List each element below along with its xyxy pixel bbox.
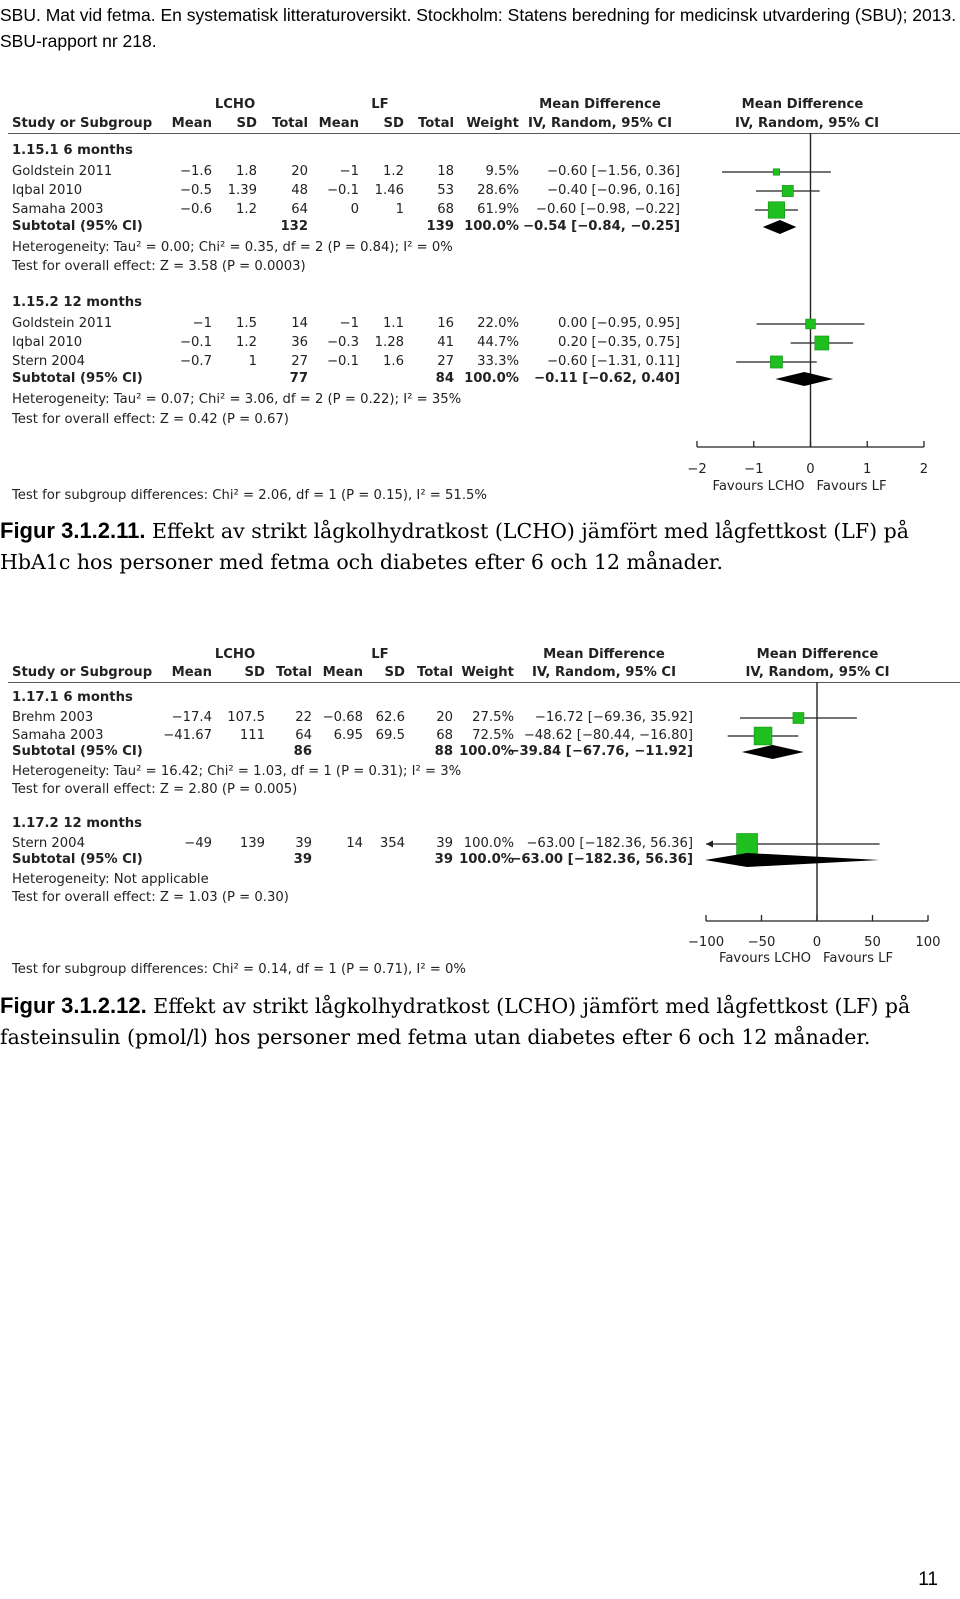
cell-sd1: 1.39	[227, 183, 257, 198]
overall-effect-text: Test for overall effect: Z = 2.80 (P = 0.005)	[12, 782, 298, 797]
cell-mean1: −0.1	[179, 335, 212, 350]
study-name: Stern 2004	[12, 836, 85, 851]
cell-ci: −48.62 [−80.44, −16.80]	[523, 728, 693, 743]
header-ctrl-group: LF	[371, 97, 389, 112]
subtotal-diamond	[705, 853, 880, 867]
cell-weight: 72.5%	[472, 728, 514, 743]
overall-effect-text: Test for overall effect: Z = 0.42 (P = 0.67)	[12, 412, 289, 427]
subtotal-label: Subtotal (95% CI)	[12, 744, 143, 759]
header-mean1: Mean	[171, 665, 212, 680]
study-name: Samaha 2003	[12, 202, 104, 217]
header-md-plot: Mean Difference	[756, 647, 879, 662]
tick-label: 0	[812, 935, 822, 950]
header-mean2: Mean	[322, 665, 363, 680]
study-name: Iqbal 2010	[12, 183, 83, 198]
cell-n2: 53	[437, 183, 454, 198]
tick-label: −50	[747, 935, 776, 950]
cell-mean2: 6.95	[333, 728, 363, 743]
subgroup-title: 1.17.2 12 months	[12, 816, 142, 831]
subtotal-label: Subtotal (95% CI)	[12, 371, 143, 386]
caption-text: Effekt av strikt lågkolhydratkost (LCHO) jämfört med lågfettkost (LF) på HbA1c hos personer med fetma och diabetes efter 6 och 12 månader.	[0, 519, 909, 574]
subgroup-title: 1.15.2 12 months	[12, 295, 142, 310]
tick-label: 100	[915, 935, 941, 950]
study-effect-marker	[754, 727, 772, 745]
cell-sd1: 1.2	[236, 335, 257, 350]
cell-weight: 28.6%	[477, 183, 519, 198]
heterogeneity-text: Heterogeneity: Tau² = 0.07; Chi² = 3.06, df = 2 (P = 0.22); I² = 35%	[12, 392, 462, 407]
study-name: Goldstein 2011	[12, 316, 113, 331]
header-total1: Total	[271, 116, 308, 131]
header-md: Mean Difference	[539, 97, 661, 112]
study-effect-marker	[793, 712, 804, 723]
study-name: Iqbal 2010	[12, 335, 83, 350]
header-exp-group: LCHO	[214, 647, 256, 662]
header-study: Study or Subgroup	[12, 116, 153, 131]
heterogeneity-text: Heterogeneity: Not applicable	[12, 872, 209, 887]
cell-ci: −0.60 [−1.56, 0.36]	[546, 164, 680, 179]
cell-n1: 64	[295, 728, 312, 743]
subtotal-weight: 100.0%	[464, 219, 519, 234]
cell-weight: 100.0%	[463, 836, 514, 851]
header-md: Mean Difference	[543, 647, 665, 662]
cell-mean2: 0	[350, 202, 359, 217]
cell-weight: 61.9%	[477, 202, 519, 217]
cell-weight: 33.3%	[477, 354, 519, 369]
subtotal-diamond	[742, 745, 804, 759]
cell-ci: 0.00 [−0.95, 0.95]	[557, 316, 680, 331]
cell-mean2: 14	[346, 836, 363, 851]
cell-n1: 27	[291, 354, 308, 369]
figure-caption-2	[0, 990, 958, 1053]
cell-mean2: −0.68	[322, 710, 363, 725]
cell-sd1: 139	[239, 836, 265, 851]
cell-sd1: 1.8	[236, 164, 257, 179]
cell-weight: 22.0%	[477, 316, 519, 331]
cell-sd2: 1.1	[383, 316, 404, 331]
cell-mean1: −1	[192, 316, 212, 331]
cell-sd2: 1.6	[383, 354, 404, 369]
study-name: Goldstein 2011	[12, 164, 113, 179]
subtotal-n2: 84	[435, 371, 454, 386]
subtotal-ci: −0.11 [−0.62, 0.40]	[534, 371, 680, 386]
subtotal-ci: −39.84 [−67.76, −11.92]	[508, 744, 693, 759]
tick-label: −100	[687, 935, 725, 950]
cell-sd2: 1	[395, 202, 404, 217]
cell-n1: 48	[291, 183, 308, 198]
subtotal-label: Subtotal (95% CI)	[12, 219, 143, 234]
page-number: 11	[918, 1569, 938, 1590]
header-mean1: Mean	[171, 116, 212, 131]
subtotal-ci: −63.00 [−182.36, 56.36]	[510, 852, 693, 867]
cell-mean1: −1.6	[179, 164, 212, 179]
cell-sd2: 69.5	[375, 728, 405, 743]
subtotal-label: Subtotal (95% CI)	[12, 852, 143, 867]
page-header: SBU. Mat vid fetma. En systematisk litteraturoversikt. Stockholm: Statens beredning for medicinsk utvardering (SBU); 2013. SBU-rapport nr 218.	[0, 5, 957, 51]
header-study: Study or Subgroup	[12, 665, 153, 680]
subgroup-title: 1.17.1 6 months	[12, 690, 133, 705]
tick-label: −1	[744, 462, 764, 477]
header-total1: Total	[275, 665, 312, 680]
header-weight: Weight	[461, 665, 514, 680]
favours-left-label: Favours LCHO	[712, 479, 805, 494]
header-sd1: SD	[236, 116, 257, 131]
favours-right-label: Favours LF	[823, 951, 894, 966]
cell-weight: 27.5%	[472, 710, 514, 725]
tick-label: 1	[863, 462, 872, 477]
cell-sd2: 1.46	[374, 183, 404, 198]
cell-mean1: −49	[184, 836, 212, 851]
cell-n2: 41	[437, 335, 454, 350]
cell-mean2: −1	[339, 164, 359, 179]
cell-sd1: 1	[248, 354, 257, 369]
cell-n1: 36	[291, 335, 308, 350]
cell-ci: −0.60 [−0.98, −0.22]	[535, 202, 680, 217]
cell-ci: −16.72 [−69.36, 35.92]	[534, 710, 693, 725]
subtotal-n1: 39	[293, 852, 312, 867]
cell-n1: 39	[295, 836, 312, 851]
caption-text: Effekt av strikt lågkolhydratkost (LCHO) jämfört med lågfettkost (LF) på fasteinsulin (pmol/l) hos personer med fetma utan diabetes efter 6 och 12 månader.	[0, 994, 911, 1049]
cell-mean2: −0.3	[326, 335, 359, 350]
subtotal-weight: 100.0%	[459, 852, 514, 867]
study-effect-marker	[737, 834, 758, 855]
favours-left-label: Favours LCHO	[718, 951, 811, 966]
overall-effect-text: Test for overall effect: Z = 1.03 (P = 0.30)	[12, 890, 289, 905]
study-name: Stern 2004	[12, 354, 85, 369]
cell-n2: 39	[436, 836, 453, 851]
cell-n2: 68	[437, 202, 454, 217]
header-md-plot: Mean Difference	[741, 97, 864, 112]
subgroup-title: 1.15.1 6 months	[12, 143, 133, 158]
cell-n1: 14	[291, 316, 308, 331]
study-name: Brehm 2003	[12, 710, 94, 725]
study-name: Samaha 2003	[12, 728, 104, 743]
cell-n2: 20	[436, 710, 453, 725]
subgroup-test-text: Test for subgroup differences: Chi² = 2.06, df = 1 (P = 0.15), I² = 51.5%	[12, 488, 487, 503]
cell-ci: 0.20 [−0.35, 0.75]	[557, 335, 680, 350]
caption-number: Figur 3.1.2.12.	[0, 993, 147, 1018]
cell-weight: 44.7%	[477, 335, 519, 350]
header-md-plot-sub: IV, Random, 95% CI	[745, 665, 890, 680]
header-ctrl-group: LF	[371, 647, 389, 662]
cell-mean2: −1	[339, 316, 359, 331]
header-total2: Total	[416, 665, 453, 680]
subtotal-n2: 39	[434, 852, 453, 867]
tick-label: 50	[864, 935, 881, 950]
cell-mean1: −0.6	[179, 202, 212, 217]
cell-sd1: 1.5	[236, 316, 257, 331]
cell-ci: −63.00 [−182.36, 56.36]	[526, 836, 693, 851]
header-exp-group: LCHO	[214, 97, 256, 112]
cell-n2: 18	[437, 164, 454, 179]
cell-n2: 16	[437, 316, 454, 331]
subtotal-n1: 86	[293, 744, 312, 759]
header-md-plot-sub: IV, Random, 95% CI	[735, 116, 880, 131]
header-total2: Total	[417, 116, 454, 131]
cell-mean1: −0.5	[179, 183, 212, 198]
cell-mean1: −0.7	[179, 354, 212, 369]
cell-n2: 68	[436, 728, 453, 743]
header-sd2: SD	[384, 665, 405, 680]
tick-label: 2	[919, 462, 929, 477]
header-sd2: SD	[383, 116, 404, 131]
cell-mean2: −0.1	[326, 183, 359, 198]
cell-ci: −0.60 [−1.31, 0.11]	[546, 354, 680, 369]
cell-mean1: −41.67	[163, 728, 212, 743]
ci-arrow-icon	[706, 841, 713, 848]
cell-n1: 20	[291, 164, 308, 179]
subtotal-n2: 88	[434, 744, 453, 759]
tick-label: 0	[806, 462, 815, 477]
cell-sd1: 111	[239, 728, 265, 743]
header-mean2: Mean	[318, 116, 359, 131]
favours-right-label: Favours LF	[816, 479, 887, 494]
cell-mean2: −0.1	[326, 354, 359, 369]
subtotal-n2: 139	[426, 219, 454, 234]
cell-n2: 27	[437, 354, 454, 369]
overall-effect-text: Test for overall effect: Z = 3.58 (P = 0.0003)	[12, 259, 306, 274]
subtotal-n1: 132	[280, 219, 308, 234]
cell-sd1: 107.5	[227, 710, 265, 725]
header-md-sub: IV, Random, 95% CI	[531, 665, 677, 680]
heterogeneity-text: Heterogeneity: Tau² = 16.42; Chi² = 1.03, df = 1 (P = 0.31); I² = 3%	[12, 764, 462, 779]
subtotal-weight: 100.0%	[464, 371, 519, 386]
subgroup-test-text: Test for subgroup differences: Chi² = 0.14, df = 1 (P = 0.71), I² = 0%	[12, 962, 466, 977]
cell-sd2: 1.28	[374, 335, 404, 350]
tick-label: −2	[687, 462, 707, 477]
cell-n1: 22	[295, 710, 312, 725]
header-sd1: SD	[244, 665, 265, 680]
cell-sd1: 1.2	[236, 202, 257, 217]
cell-ci: −0.40 [−0.96, 0.16]	[546, 183, 680, 198]
heterogeneity-text: Heterogeneity: Tau² = 0.00; Chi² = 0.35, df = 2 (P = 0.84); I² = 0%	[12, 240, 453, 255]
cell-weight: 9.5%	[485, 164, 519, 179]
subtotal-ci: −0.54 [−0.84, −0.25]	[522, 219, 680, 234]
header-md-sub: IV, Random, 95% CI	[527, 116, 673, 131]
cell-sd2: 62.6	[375, 710, 405, 725]
cell-sd2: 354	[379, 836, 405, 851]
caption-number: Figur 3.1.2.11.	[0, 518, 146, 543]
subtotal-n1: 77	[289, 371, 308, 386]
cell-mean1: −17.4	[171, 710, 212, 725]
header-weight: Weight	[466, 116, 519, 131]
subtotal-weight: 100.0%	[459, 744, 514, 759]
cell-n1: 64	[291, 202, 308, 217]
cell-sd2: 1.2	[383, 164, 404, 179]
